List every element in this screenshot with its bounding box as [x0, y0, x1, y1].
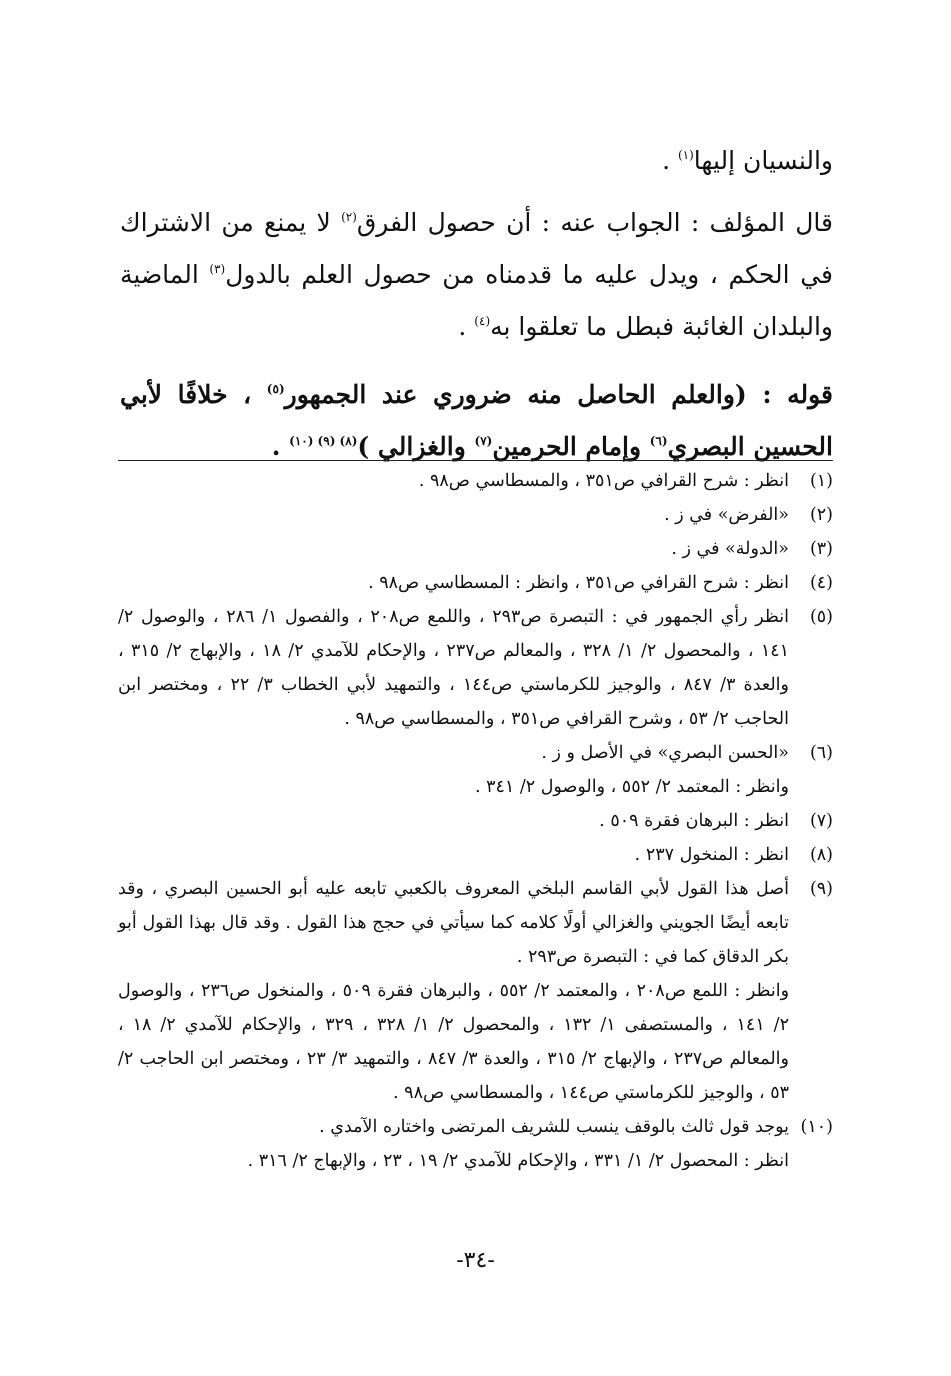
footnote-9	[118, 872, 833, 974]
footnote-6-continuation: وانظر : المعتمد ٢/ ٥٥٢ ، والوصول ٢/ ٣٤١ .	[474, 777, 789, 797]
footnote-number: (٥)	[809, 607, 833, 627]
footnote-ref[interactable]: (٤)	[474, 314, 491, 328]
footnote-5	[118, 600, 833, 736]
footnote-ref[interactable]: (٦)	[649, 434, 668, 448]
footnote-1	[118, 464, 833, 498]
footnote-text: يوجد قول ثالث بالوقف ينسب للشريف المرتضى واختاره الآمدي .	[319, 1117, 789, 1137]
footnote-number: (٤)	[809, 573, 833, 593]
footnote-number: (٧)	[809, 811, 833, 831]
footnote-number: (١)	[809, 471, 833, 491]
footnote-text: «الحسن البصري» في الأصل و ز .	[541, 743, 789, 763]
footnote-ref[interactable]: (٨) (٩) (١٠)	[289, 434, 358, 448]
footnote-9-continuation: وانظر : اللمع ص٢٠٨ ، والمعتمد ٢/ ٥٥٢ ، والبرهان فقرة ٥٠٩ ، والمنخول ص٢٣٦ ، والوصول ٢/ ١٤١ ، والمستصفى ١/ ١٣٢ ، والمحصول ٢/ ١/ ٣٢٨ ، ٣٢٩ ، والإحكام للآمدي ٢/ ١٨ ، والمعالم ص٢٣٧ ، والإبهاج ٢/ ٣١٥ ، والعدة ٣/ ٨٤٧ ، والتمهيد ٣/ ٢٣ ، ومختصر ابن الحاجب ٢/ ٥٣ ، والوجيز للكرماستي ص١٤٤ ، والمسطاسي ص٩٨ .	[118, 981, 790, 1103]
footnote-divider	[118, 460, 833, 461]
paragraph-3-quote: قوله : (والعلم الحاصل منه ضروري عند الجمهور$^{(٥)}$ ، خلافًا لأبي الحسين البصري$^{(٦)}$ وإمام الحرمين$^{(٧)}$ والغزالي )$^{(٨) (٩) (١٠)}$ .	[120, 380, 834, 461]
footnote-10	[118, 1110, 833, 1144]
footnote-number: (٨)	[809, 845, 833, 865]
footnote-number: (٦)	[809, 743, 833, 763]
footnote-text: أصل هذا القول لأبي القاسم البلخي المعروف بالكعبي تابعه عليه أبو الحسين البصري ، وقد تابعه أيضًا الجويني والغزالي أولًا كلامه كما سيأتي في حجج هذا القول . وقد قال بهذا القول أبو بكر الدقاق كما في : التبصرة ص٢٩٣ .	[118, 879, 789, 967]
footnote-number: (٣)	[809, 539, 833, 559]
footnote-4	[118, 566, 833, 600]
paragraph-2: قال المؤلف : الجواب عنه : أن حصول الفرق$^{(٢)}$ لا يمنع من الاشتراك في الحكم ، ويدل عليه ما قدمناه من حصول العلم بالدول$^{(٣)}$ الماضية والبلدان الغائبة فبطل ما تعلقوا به$^{(٤)}$ .	[120, 208, 833, 341]
footnote-7	[118, 804, 833, 838]
footnote-ref[interactable]: (٥)	[266, 382, 285, 396]
footnote-ref[interactable]: (٧)	[474, 434, 493, 448]
footnote-3	[118, 532, 833, 566]
page-number: -٣٤-	[456, 1248, 495, 1273]
footnotes	[118, 464, 833, 1178]
footnote-2	[118, 498, 833, 532]
footnote-10-continuation: انظر : المحصول ٢/ ١/ ٣٣١ ، والإحكام للآمدي ٢/ ١٩ ، ٢٣ ، والإبهاج ٢/ ٣١٦ .	[247, 1151, 789, 1171]
footnote-text: انظر : شرح القرافي ص٣٥١ ، والمسطاسي ص٩٨ .	[418, 471, 789, 491]
footnote-ref[interactable]: (١)	[677, 148, 694, 162]
footnote-ref[interactable]: (٢)	[341, 210, 357, 224]
footnote-text: «الدولة» في ز .	[671, 539, 789, 559]
footnote-text: انظر : شرح القرافي ص٣٥١ ، وانظر : المسطاسي ص٩٨ .	[368, 573, 789, 593]
footnote-6	[118, 736, 833, 770]
paragraph-1: والنسيان إليها$^{(١)}$ .	[662, 146, 833, 175]
footnote-text: انظر : البرهان فقرة ٥٠٩ .	[599, 811, 789, 831]
footnote-text: «الفرض» في ز .	[664, 505, 789, 525]
footnote-8	[118, 838, 833, 872]
footnote-text: انظر : المنخول ٢٣٧ .	[634, 845, 789, 865]
footnote-number: (٢)	[809, 505, 833, 525]
footnote-ref[interactable]: (٣)	[209, 262, 226, 276]
footnote-number: (٩)	[809, 879, 833, 899]
footnote-text: انظر رأي الجمهور في : التبصرة ص٢٩٣ ، واللمع ص٢٠٨ ، والفصول ١/ ٢٨٦ ، والوصول ٢/ ١٤١ ، والمحصول ٢/ ١/ ٣٢٨ ، والمعالم ص٢٣٧ ، والإحكام للآمدي ٢/ ١٨ ، والإبهاج ٢/ ٣١٥ ، والعدة ٣/ ٨٤٧ ، والوجيز للكرماستي ص١٤٤ ، والتمهيد لأبي الخطاب ٣/ ٢٢ ، ومختصر ابن الحاجب ٢/ ٥٣ ، وشرح القرافي ص٣٥١ ، والمسطاسي ص٩٨ .	[118, 607, 790, 729]
main-text	[120, 135, 833, 473]
footnote-number: (١٠)	[800, 1117, 833, 1137]
